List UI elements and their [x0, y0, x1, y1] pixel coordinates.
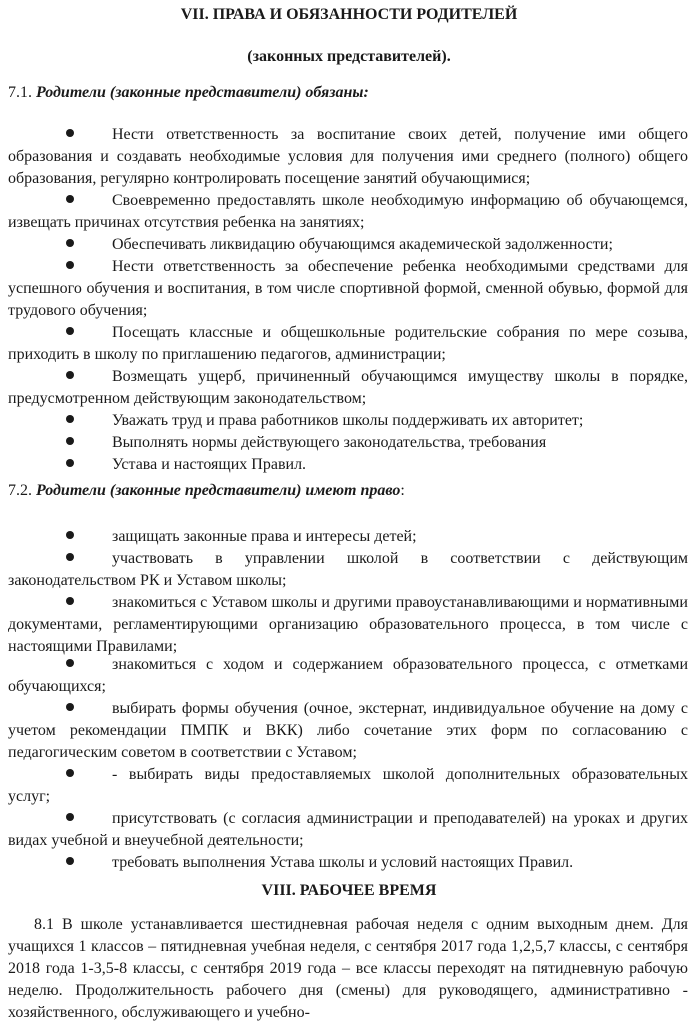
list-item [8, 432, 688, 454]
list-item [8, 366, 688, 410]
section-8-title: VIII. РАБОЧЕЕ ВРЕМЯ [261, 882, 437, 899]
subsection-7-1-number: 7.1. [8, 84, 36, 101]
list-item-text: Устава и настоящих Правил. [112, 456, 307, 473]
subsection-7-1-title: Родители (законные представители) обязаны: [36, 84, 369, 101]
list-item [8, 454, 688, 476]
list-item [8, 654, 688, 698]
subsection-7-2-number: 7.2. [8, 482, 36, 499]
list-item [8, 852, 688, 874]
bullet-icon [66, 327, 74, 335]
list-item [8, 322, 688, 366]
list-item-text: Своевременно предоставлять школе необходимую информацию об обучающемся, извещать причинах отсутствия ребенка на занятиях; [8, 192, 688, 231]
list-item-text: Возмещать ущерб, причиненный обучающимся имуществу школы в порядке, предусмотренном действующим законодательством; [8, 368, 688, 407]
subsection-7-2-heading [8, 482, 405, 500]
subsection-7-1-heading [8, 84, 369, 102]
bullet-icon [66, 371, 74, 379]
bullet-icon [66, 437, 74, 445]
list-item-text: требовать выполнения Устава школы и условий настоящих Правил. [112, 854, 574, 871]
bullet-icon [66, 531, 74, 539]
bullet-icon [66, 553, 74, 561]
list-item-text: Обеспечивать ликвидацию обучающимся академической задолженности; [112, 236, 613, 253]
list-item [8, 234, 688, 256]
list-item [8, 548, 688, 592]
subsection-7-2-title: Родители (законные представители) имеют право [36, 482, 401, 499]
bullet-icon [66, 195, 74, 203]
list-item [8, 764, 688, 808]
list-item-text: Нести ответственность за воспитание своих детей, получение ими общего образования и создавать необходимые условия для получения ими среднего (полного) общего образования, регулярно контролировать посещение занятий обучающимися; [8, 126, 688, 187]
list-item [8, 124, 688, 190]
list-item-text: выбирать формы обучения (очное, экстернат, индивидуальное обучение на дому с учетом рекомендации ПМПК и ВКК) либо сочетание этих форм по согласованию с педагогическим советом в соответствии с Уставом; [8, 700, 688, 761]
bullet-icon [66, 239, 74, 247]
list-item-text: присутствовать (с согласия администрации и преподавателей) на уроках и других видах учебной и внеучебной деятельности; [8, 810, 688, 849]
bullet-icon [66, 415, 74, 423]
section-7-title: VII. ПРАВА И ОБЯЗАННОСТИ РОДИТЕЛЕЙ [180, 6, 518, 23]
list-item-text: Посещать классные и общешкольные родительские собрания по мере созыва, приходить в школу по приглашению педагогов, администрации; [8, 324, 688, 363]
list-item-text: Выполнять нормы действующего законодательства, требования [112, 434, 547, 451]
list-item-text: защищать законные права и интересы детей; [112, 528, 417, 545]
bullet-icon [66, 459, 74, 467]
bullet-icon [66, 769, 74, 777]
bullet-icon [66, 261, 74, 269]
list-item [8, 190, 688, 234]
list-item [8, 592, 688, 658]
list-item-text: знакомиться с Уставом школы и другими правоустанавливающими и нормативными документами, регламентирующими организацию образовательного процесса, в том числе с настоящими Правилами; [8, 594, 688, 655]
bullet-icon [66, 857, 74, 865]
subsection-7-2-colon: : [400, 482, 405, 499]
bullet-icon [66, 597, 74, 605]
list-item [8, 698, 688, 764]
list-item-text: - выбирать виды предоставляемых школой дополнительных образовательных услуг; [8, 766, 688, 805]
bullet-icon [66, 659, 74, 667]
bullet-icon [66, 703, 74, 711]
list-item-text: знакомиться с ходом и содержанием образовательного процесса, с отметками обучающихся; [8, 656, 688, 695]
section-7-subtitle: (законных представителей). [247, 48, 451, 65]
list-item-text: Уважать труд и права работников школы поддерживать их авторитет; [112, 412, 584, 429]
list-item [8, 410, 688, 432]
list-item [8, 256, 688, 322]
section-8-paragraph: 8.1 В школе устанавливается шестидневная рабочая неделя с одним выходным днем. Для учащихся 1 классов – пятидневная учебная неделя, с сентября 2017 года 1,2,5,7 классы, с сентября 2018 года 1-3,5-8 классы, с сентября 2019 года – все классы переходят на пятидневную рабочую неделю. Продолжительность рабочего дня (смены) для руководящего, административно - хозяйственного, обслуживающего и учебно- [8, 916, 688, 1021]
list-item [8, 526, 688, 548]
list-item-text: Нести ответственность за обеспечение ребенка необходимыми средствами для успешного обучения и воспитания, в том числе спортивной формой, сменной обувью, формой для трудового обучения; [8, 258, 688, 319]
bullet-icon [66, 813, 74, 821]
list-item-text: участвовать в управлении школой в соответствии с действующим законодательством РК и Уставом школы; [8, 550, 688, 589]
bullet-icon [66, 129, 74, 137]
list-item [8, 808, 688, 852]
